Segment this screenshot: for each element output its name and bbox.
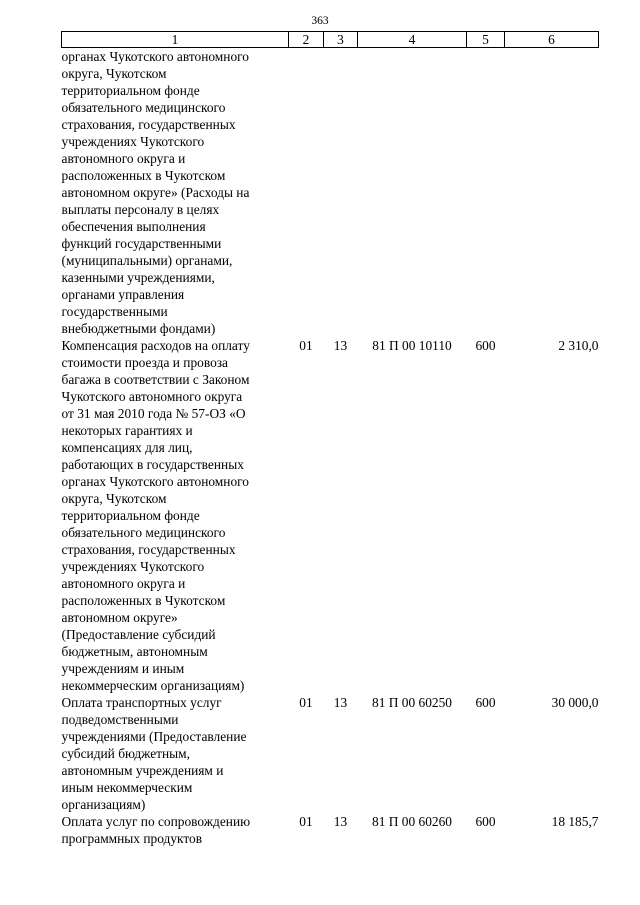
description-line: учреждениями (Предоставление (61, 729, 247, 744)
table-row (62, 48, 599, 338)
column-header-4: 4 (358, 32, 467, 48)
section-code (289, 48, 324, 338)
description-line: округа, Чукотском (61, 491, 167, 506)
description-line: иным некоммерческим (61, 780, 193, 795)
section-code: 01 (299, 814, 313, 829)
description-line: учреждениях Чукотского (61, 559, 205, 574)
subsection-code: 13 (333, 338, 348, 353)
description-line: (муниципальными) органами, (61, 253, 233, 268)
description-line: обязательного медицинского (61, 525, 226, 540)
description-line: расположенных в Чукотском (61, 168, 226, 183)
table-row (62, 694, 599, 813)
column-header-2: 2 (289, 32, 324, 48)
page-number: 363 (311, 15, 329, 27)
description-line: компенсациях для лиц, (61, 440, 193, 455)
description-line: органами управления (61, 287, 185, 302)
description-line: выплаты персоналу в целях (61, 202, 220, 217)
description-line: автономном округе» (Расходы на (61, 185, 250, 200)
amount (505, 48, 599, 338)
section-code: 01 (299, 338, 313, 353)
table-header (62, 32, 599, 48)
description-line: автономным учреждениям и (61, 763, 224, 778)
description-line: учреждениям и иным (61, 661, 185, 676)
description-line: некоторых гарантиях и (61, 423, 193, 438)
column-header-3: 3 (324, 32, 358, 48)
target-item-code (358, 48, 467, 338)
budget-table (61, 31, 599, 847)
description-line: органах Чукотского автономного (61, 474, 249, 489)
amount: 30 000,0 (551, 695, 599, 710)
row-description (62, 694, 289, 813)
amount: 18 185,7 (551, 814, 599, 829)
row-description (62, 48, 289, 338)
description-line: (Предоставление субсидий (61, 627, 216, 642)
subsection-code (324, 48, 358, 338)
description-line: автономного округа и (61, 576, 186, 591)
table-body (62, 48, 599, 848)
description-line: территориальном фонде (61, 508, 200, 523)
target-item-code: 81 П 00 10110 (372, 338, 452, 353)
description-line: расположенных в Чукотском (61, 593, 226, 608)
column-header-5: 5 (467, 32, 505, 48)
description-line: Чукотского автономного округа (61, 389, 243, 404)
subsection-code: 13 (333, 814, 348, 829)
expense-type-code (467, 48, 505, 338)
description-line: Оплата транспортных услуг (61, 695, 222, 710)
description-line: государственными (61, 304, 168, 319)
column-header-6: 6 (505, 32, 599, 48)
column-header-1: 1 (62, 32, 289, 48)
description-line: Оплата услуг по сопровождению (61, 814, 251, 829)
description-line: округа, Чукотском (61, 66, 167, 81)
description-line: органах Чукотского автономного (61, 49, 249, 64)
target-item-code: 81 П 00 60250 (372, 695, 452, 710)
description-line: страхования, государственных (61, 117, 236, 132)
description-line: подведомственными (61, 712, 179, 727)
target-item-code: 81 П 00 60260 (372, 814, 452, 829)
description-line: программных продуктов (61, 831, 203, 846)
description-line: автономного округа и (61, 151, 186, 166)
description-line: некоммерческим организациям) (61, 678, 245, 693)
description-line: Компенсация расходов на оплату (61, 338, 250, 353)
description-line: функций государственными (61, 236, 222, 251)
description-line: казенными учреждениями, (61, 270, 215, 285)
section-code: 01 (299, 695, 313, 710)
table-row (62, 337, 599, 694)
description-line: внебюджетными фондами) (61, 321, 216, 336)
description-line: организациям) (61, 797, 146, 812)
description-line: обязательного медицинского (61, 100, 226, 115)
table-row (62, 813, 599, 847)
description-line: от 31 мая 2010 года № 57-ОЗ «О (61, 406, 246, 421)
description-line: бюджетным, автономным (61, 644, 208, 659)
amount: 2 310,0 (558, 338, 599, 353)
description-line: багажа в соответствии с Законом (61, 372, 250, 387)
description-line: стоимости проезда и провоза (61, 355, 229, 370)
description-line: автономном округе» (61, 610, 178, 625)
description-line: субсидий бюджетным, (61, 746, 191, 761)
description-line: территориальном фонде (61, 83, 200, 98)
row-description (62, 813, 289, 847)
description-line: страхования, государственных (61, 542, 236, 557)
description-line: работающих в государственных (61, 457, 244, 472)
expense-type-code: 600 (475, 814, 496, 829)
expense-type-code: 600 (475, 338, 496, 353)
description-line: обеспечения выполнения (61, 219, 206, 234)
expense-type-code: 600 (475, 695, 496, 710)
subsection-code: 13 (333, 695, 348, 710)
description-line: учреждениях Чукотского (61, 134, 205, 149)
row-description (62, 337, 289, 694)
